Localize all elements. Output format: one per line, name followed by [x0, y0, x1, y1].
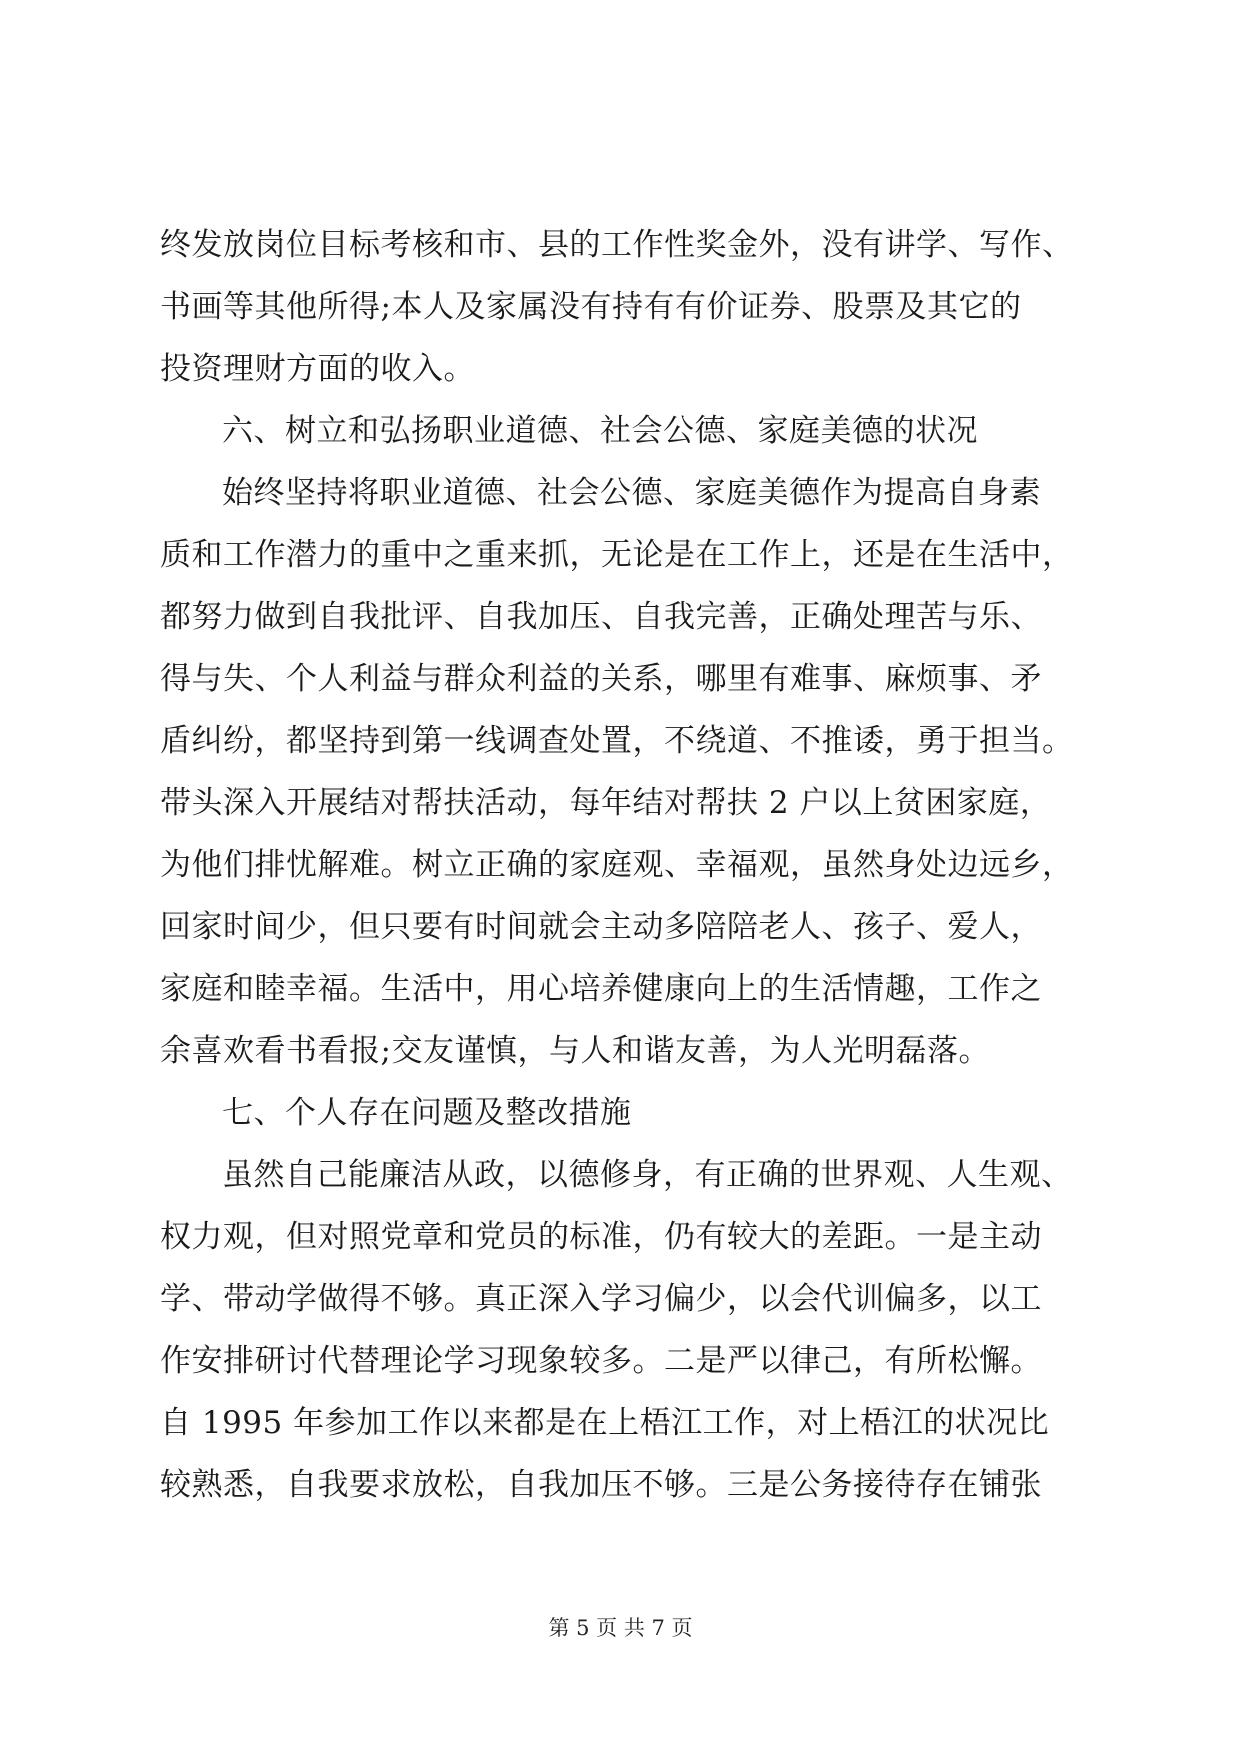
text-line: 家庭和睦幸福。生活中，用心培养健康向上的生活情趣，工作之 [160, 971, 1042, 1007]
text-line: 回家时间少，但只要有时间就会主动多陪陪老人、孩子、爱人， [160, 909, 1042, 945]
text-line: 为他们排忧解难。树立正确的家庭观、幸福观，虽然身处边远乡， [160, 847, 1074, 883]
text-line: 带头深入开展结对帮扶活动，每年结对帮扶 2 户以上贫困家庭， [160, 785, 1052, 821]
text-line: 书画等其他所得;本人及家属没有持有有价证券、股票及其它的 [160, 289, 1022, 325]
text-line: 余喜欢看书看报;交友谨慎，与人和谐友善，为人光明磊落。 [160, 1033, 990, 1069]
text-line: 虽然自己能廉洁从政，以德修身，有正确的世界观、人生观、 [222, 1157, 1073, 1193]
page-footer: 第 5 页 共 7 页 [548, 1616, 693, 1640]
text-line: 作安排研讨代替理论学习现象较多。二是严以律己，有所松懈。 [160, 1343, 1042, 1379]
text-line: 六、树立和弘扬职业道德、社会公德、家庭美德的状况 [222, 413, 978, 449]
text-line: 较熟悉，自我要求放松，自我加压不够。三是公务接待存在铺张 [160, 1467, 1042, 1503]
text-line: 盾纠纷，都坚持到第一线调查处置，不绕道、不推诿，勇于担当。 [160, 723, 1074, 759]
text-line: 终发放岗位目标考核和市、县的工作性奖金外，没有讲学、写作、 [160, 227, 1074, 263]
text-line: 得与失、个人利益与群众利益的关系，哪里有难事、麻烦事、矛 [160, 661, 1042, 697]
text-line: 始终坚持将职业道德、社会公德、家庭美德作为提高自身素 [222, 475, 1041, 511]
text-line: 投资理财方面的收入。 [160, 351, 475, 387]
text-line: 权力观，但对照党章和党员的标准，仍有较大的差距。一是主动 [160, 1219, 1042, 1255]
text-line: 都努力做到自我批评、自我加压、自我完善，正确处理苦与乐、 [160, 599, 1042, 635]
text-line: 自 1995 年参加工作以来都是在上梧江工作，对上梧江的状况比 [160, 1405, 1050, 1441]
document-body [160, 214, 1100, 1516]
text-line: 七、个人存在问题及整改措施 [222, 1095, 632, 1131]
text-line: 学、带动学做得不够。真正深入学习偏少，以会代训偏多，以工 [160, 1281, 1042, 1317]
text-line: 质和工作潜力的重中之重来抓，无论是在工作上，还是在生活中， [160, 537, 1074, 573]
